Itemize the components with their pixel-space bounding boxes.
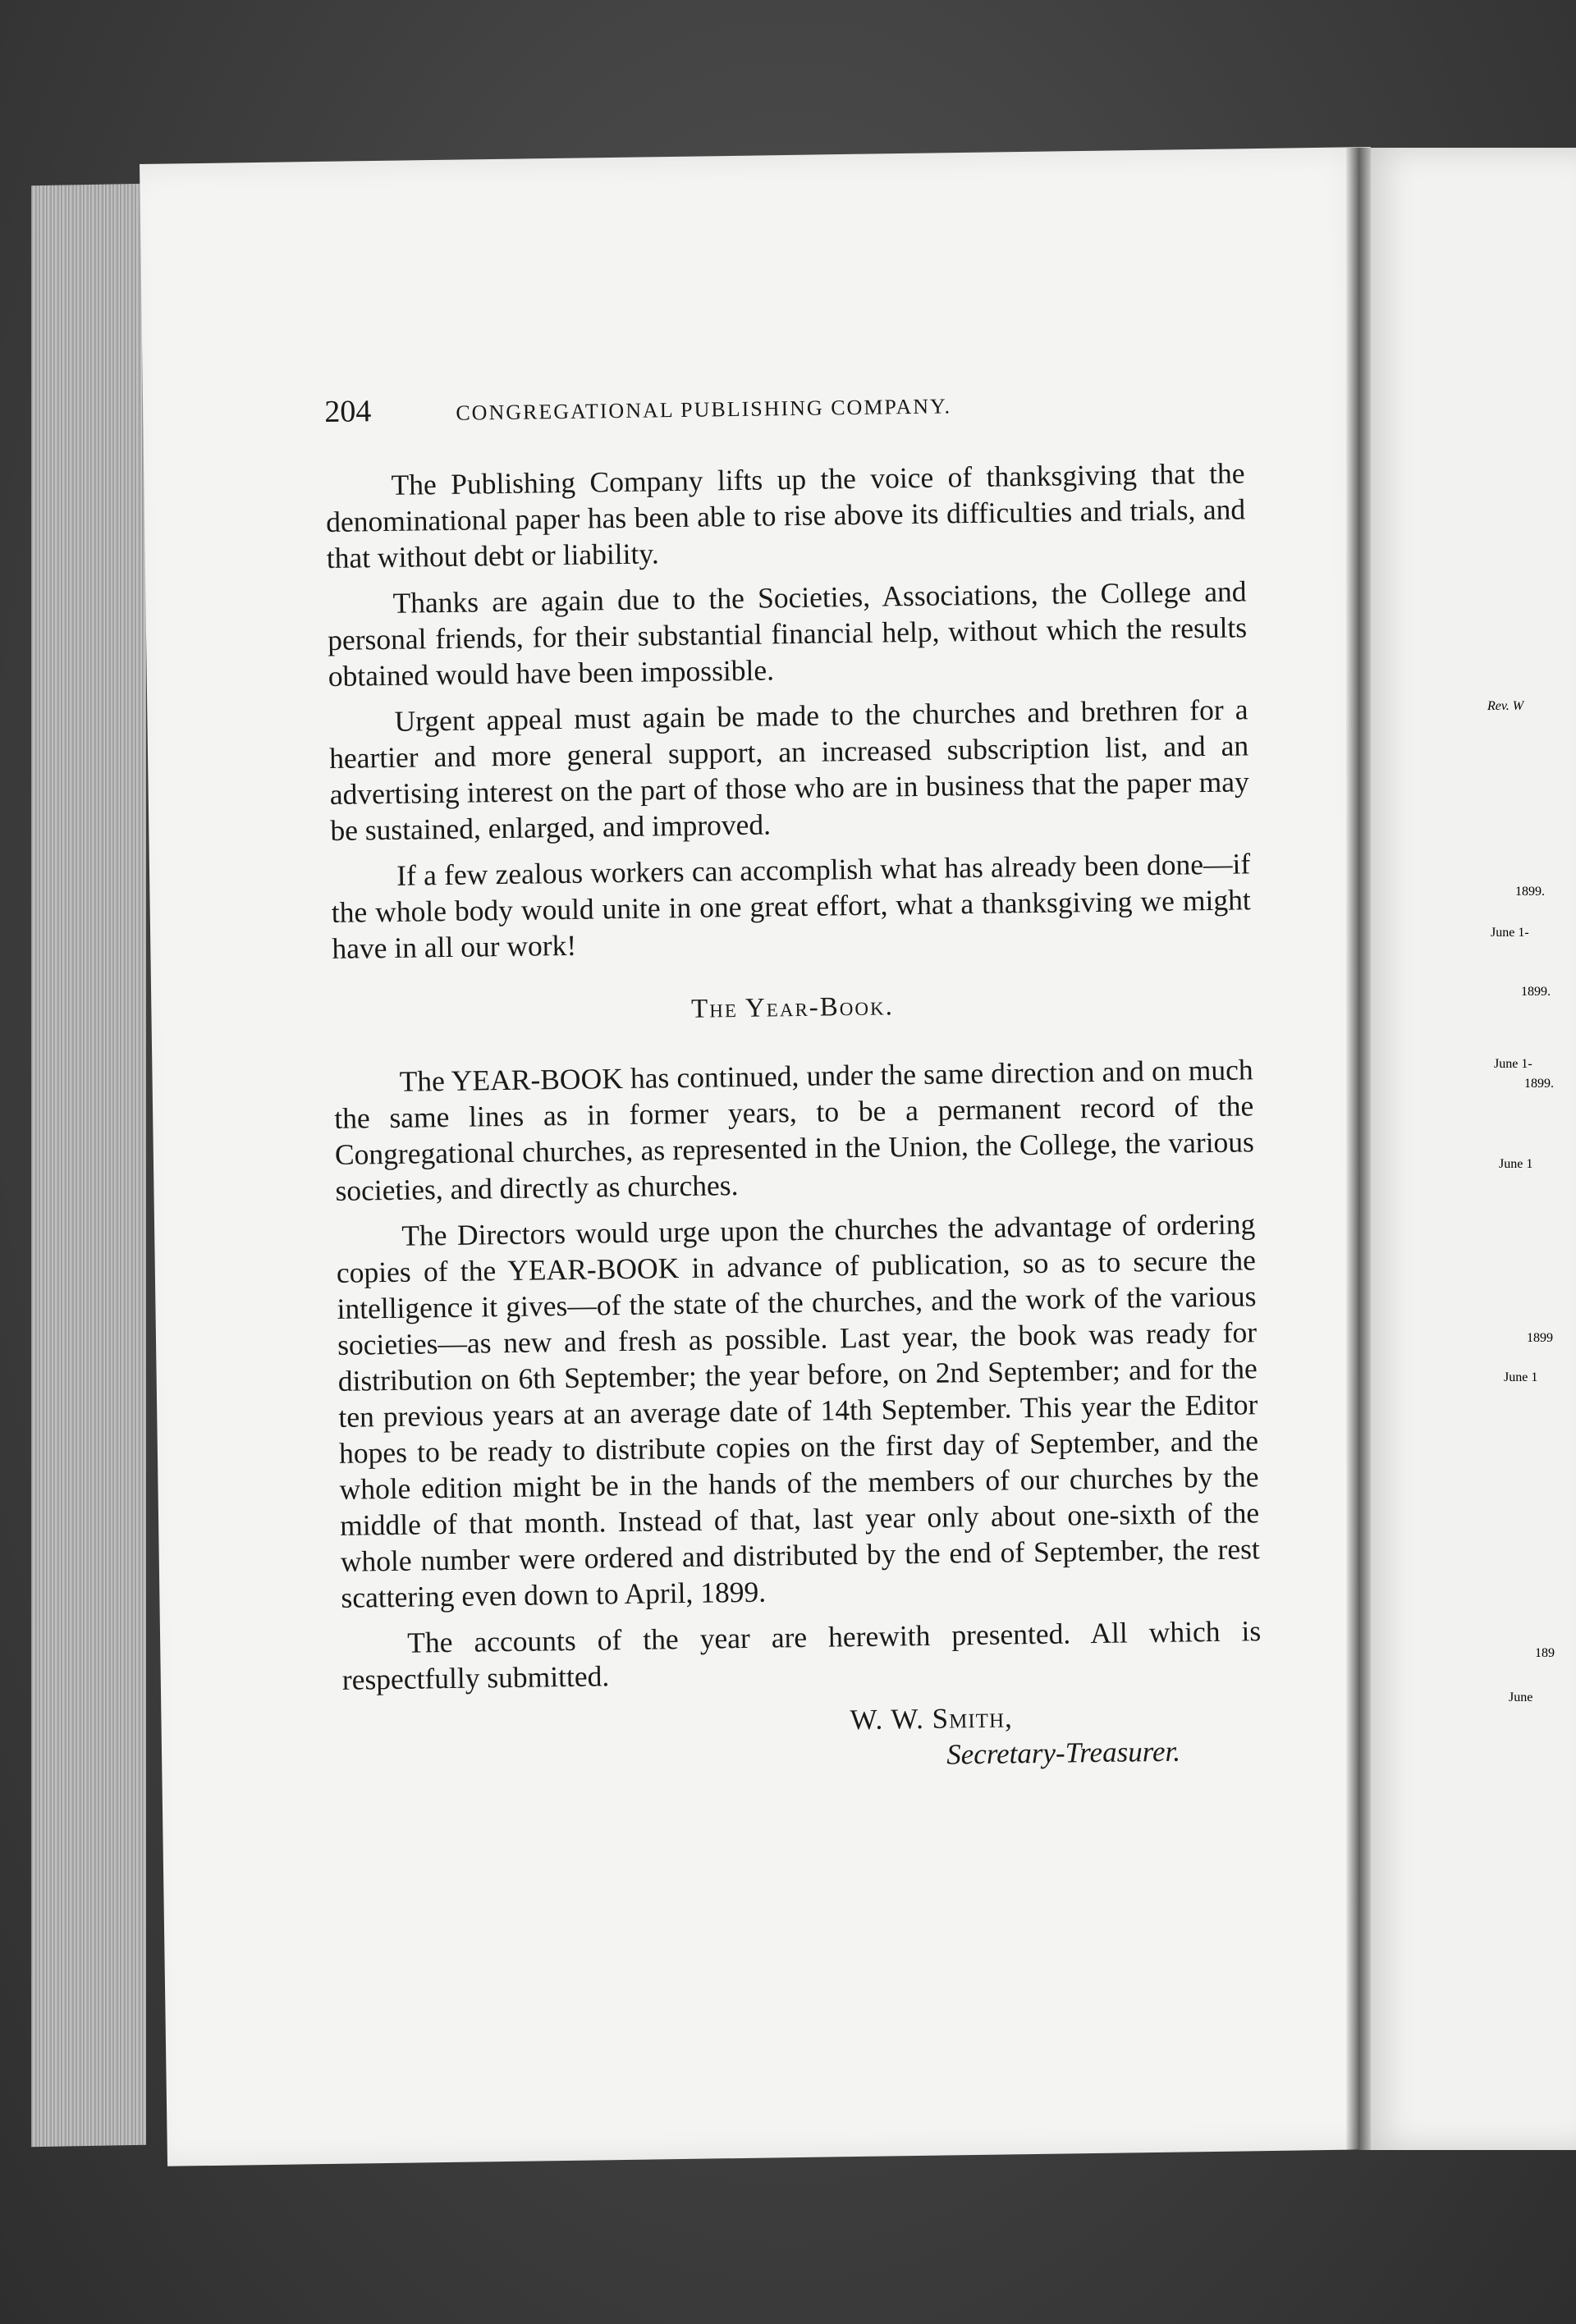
signature-title: Secretary-Treasurer. [946,1735,1181,1771]
running-head: CONGREGATIONAL PUBLISHING COMPANY. [456,394,952,425]
paragraph: Urgent appeal must again be made to the churches and brethren for a heartier and more general support, an increased subscription list, and an advertising interest on the part of those who are in business that the paper may be sustained, enlarged, and improved. [328,693,1249,847]
facing-fragment: June 1 [1499,1157,1533,1171]
page-content [324,381,1263,1781]
paragraph: The YEAR-BOOK has continued, under the same direction and on much the same lines as in former years, to be a permanent record of the Congregational churches, as represented in the Union, the College, the various societies, and directly as churches. [334,1053,1255,1207]
paragraph: If a few zealous workers can accomplish what has already been done—if the whole body would unite in one great effort, what a thanksgiving we might have in all our work! [331,847,1251,965]
facing-fragment: 189 [1535,1646,1555,1660]
paragraph: The Directors would urge upon the churches the advantage of ordering copies of the YEAR-BOOK in advance of publication, so as to secure the intelligence it gives—of the state of the churches, and the work of the various societies—as new and fresh as possible. Last year, the book was ready for distribution on 6th September; the year before, on 2nd September; and for the ten previous years at an average date of 14th September. This year the Editor hopes to be ready to distribute copies on the first day of September, and the whole edition might be in the hands of the members of our churches by the middle of that month. Instead of that, last year only about one-sixth of the whole number were ordered and distributed by the end of September, the rest scattering even down to April, 1899. [336,1207,1261,1614]
facing-fragment: June 1 [1504,1370,1538,1384]
signature-name: W. W. Smith, [850,1701,1013,1736]
facing-fragment: 1899. [1515,885,1545,899]
facing-fragment: Rev. W [1487,699,1524,713]
book-gutter [1346,148,1371,2150]
paragraph: Thanks are again due to the Societies, Associations, the College and personal friends, for their substantial financial help, without which the results obtained would have been impossible. [327,574,1248,693]
signature-block [342,1696,1262,1782]
paragraph: The accounts of the year are herewith presented. All which is respectfully submitted. [341,1614,1262,1696]
page-number: 204 [324,394,372,429]
book-page-edges [31,184,146,2147]
facing-fragment: June 1- [1491,926,1529,940]
facing-fragment: 1899. [1524,1077,1554,1091]
facing-fragment: June 1- [1494,1057,1532,1071]
facing-fragment: 1899. [1521,985,1551,999]
right-page [1358,148,1576,2150]
facing-fragment: June [1509,1690,1533,1704]
facing-fragment: 1899 [1527,1331,1553,1345]
section-title: The Year-Book. [690,991,895,1024]
paragraph: The Publishing Company lifts up the voice of thanksgiving that the denominational paper has been able to rise above its difficulties and trials, and that without debt or liability. [325,456,1246,574]
